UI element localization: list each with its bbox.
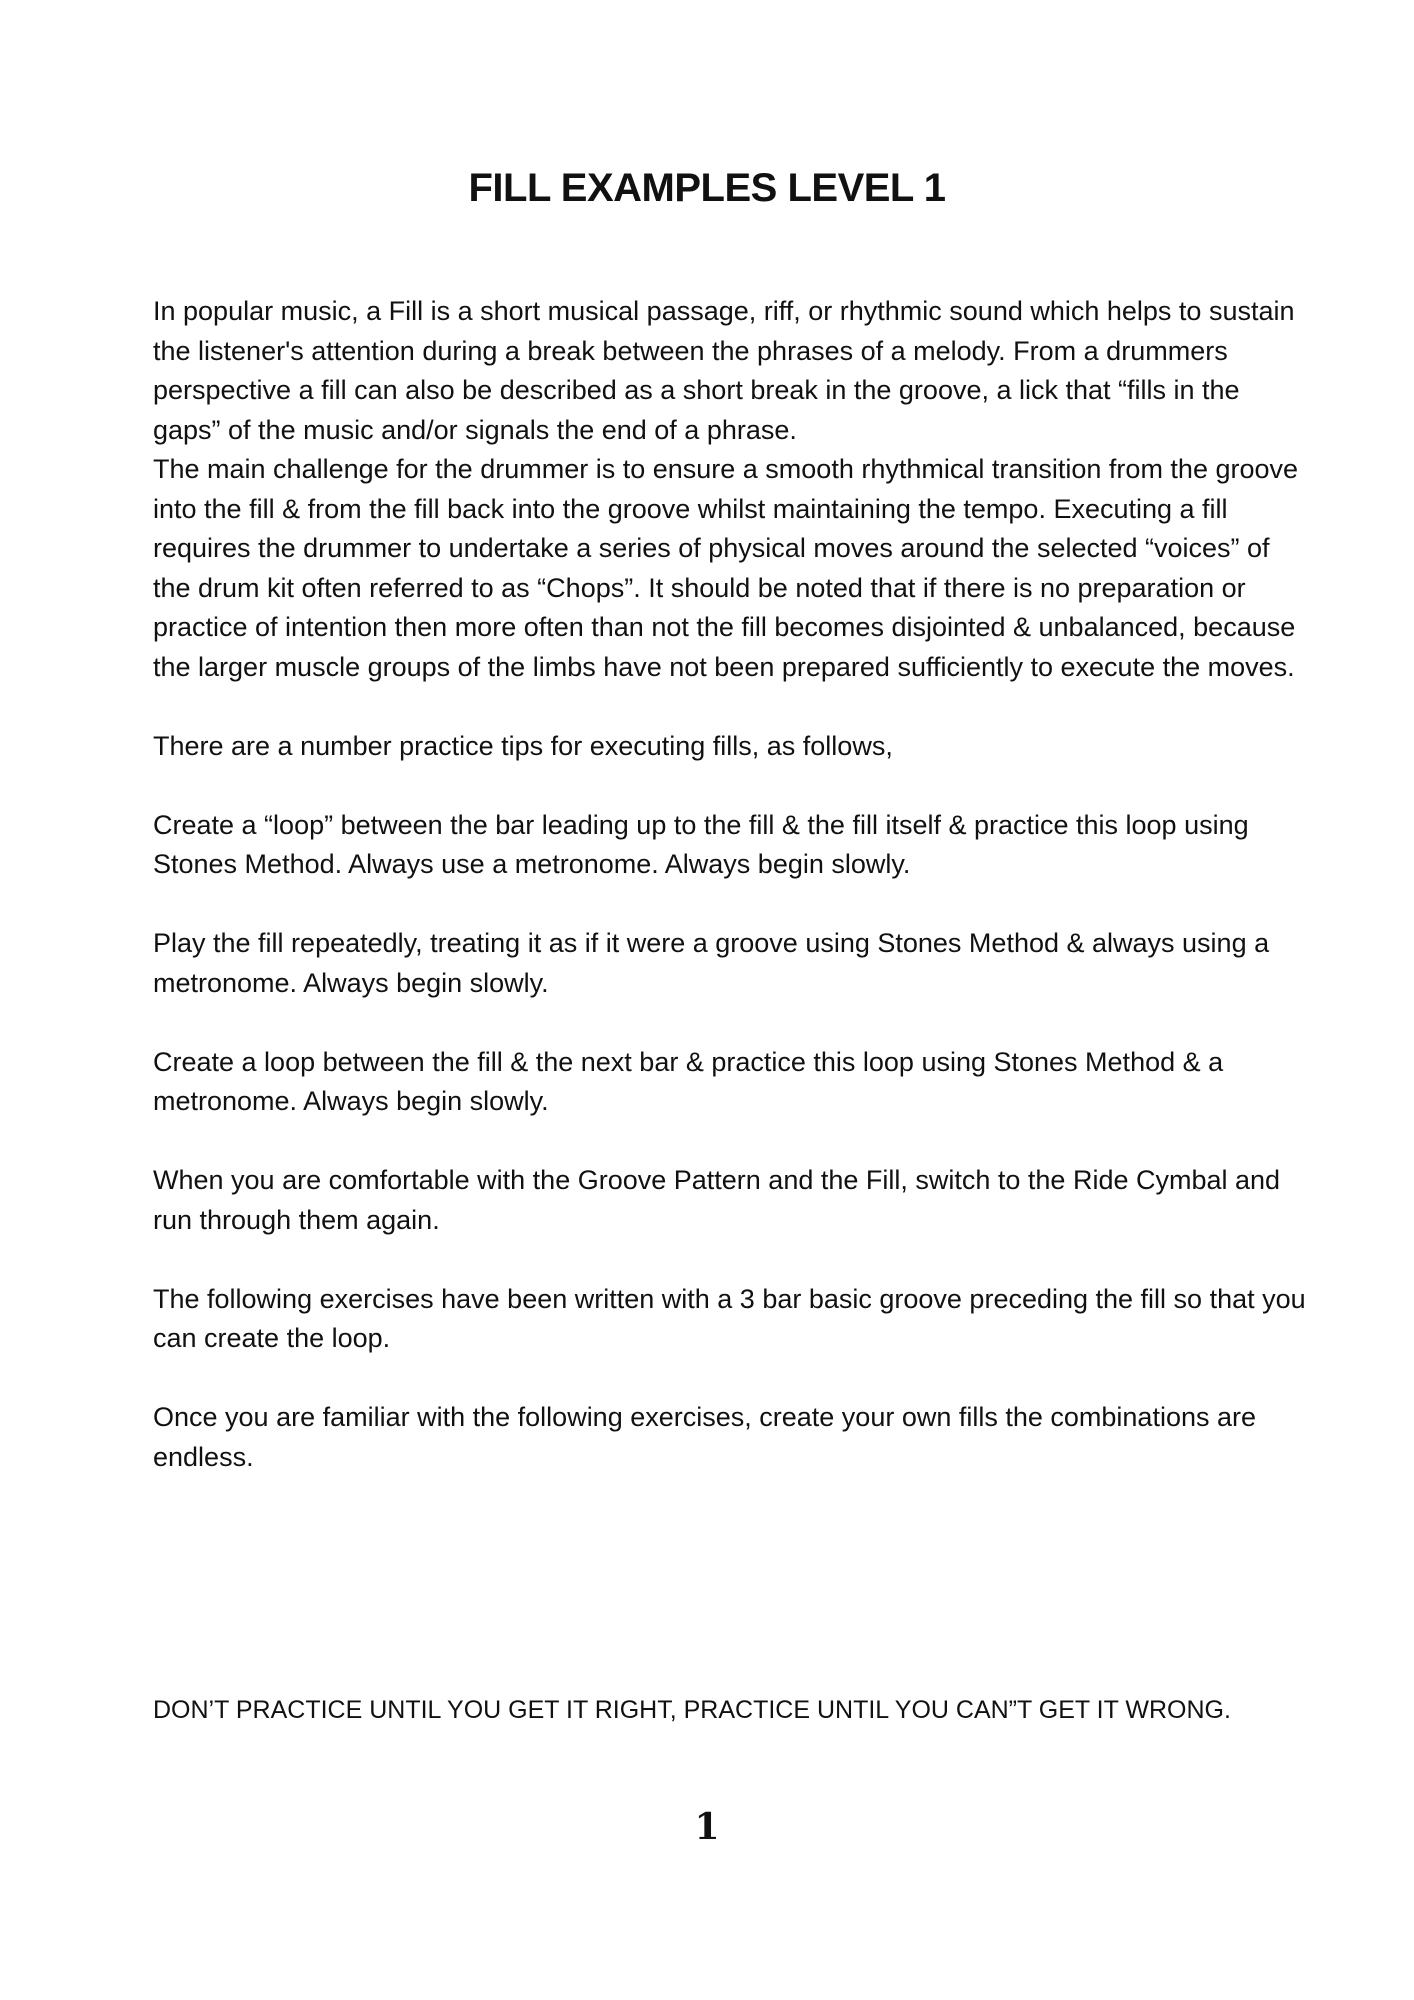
- practice-motto: DON’T PRACTICE UNTIL YOU GET IT RIGHT, PRACTICE UNTIL YOU CAN”T GET IT WRONG.: [153, 1696, 1231, 1724]
- paragraph-tip-loop-after: Create a loop between the fill & the next bar & practice this loop using Stones Method & a metronome. Always begin slowly.: [153, 1046, 1224, 1116]
- page-title: FILL EXAMPLES LEVEL 1: [468, 166, 946, 210]
- paragraph-practice-tips-intro: There are a number practice tips for executing fills, as follows,: [153, 730, 893, 761]
- body-text: [153, 292, 1313, 1477]
- paragraph-tip-loop-before: Create a “loop” between the bar leading up to the fill & the fill itself & practice this loop using Stones Method. Always use a metronome. Always begin slowly.: [153, 809, 1249, 879]
- paragraph-fill-definition: In popular music, a Fill is a short musical passage, riff, or rhythmic sound which helps to sustain the listener's attention during a break between the phrases of a melody. From a drummers perspective a fill can also be described as a short break in the groove, a lick that “fills in the gaps” of the music and/or signals the end of a phrase.: [153, 296, 1295, 445]
- paragraph-main-challenge: The main challenge for the drummer is to ensure a smooth rhythmical transition from the groove into the fill & from the fill back into the groove whilst maintaining the tempo. Executing a fill requires the drummer to undertake a series of physical moves around the selected “voices” of the drum kit often referred to as “Chops”. It should be noted that if there is no preparation or practice of intention then more often than not the fill becomes disjointed & unbalanced, because the larger muscle groups of the limbs have not been prepared sufficiently to execute the moves.: [153, 454, 1299, 682]
- paragraph-exercise-note: The following exercises have been written with a 3 bar basic groove preceding the fill so that you can create the loop.: [153, 1283, 1306, 1353]
- paragraph-closing: Once you are familiar with the following exercises, create your own fills the combinations are endless.: [153, 1402, 1257, 1472]
- paragraph-tip-ride-cymbal: When you are comfortable with the Groove Pattern and the Fill, switch to the Ride Cymbal and run through them again.: [153, 1165, 1281, 1235]
- page-number: 1: [694, 1806, 720, 1848]
- paragraph-tip-repeat-fill: Play the fill repeatedly, treating it as if it were a groove using Stones Method & always using a metronome. Always begin slowly.: [153, 928, 1270, 998]
